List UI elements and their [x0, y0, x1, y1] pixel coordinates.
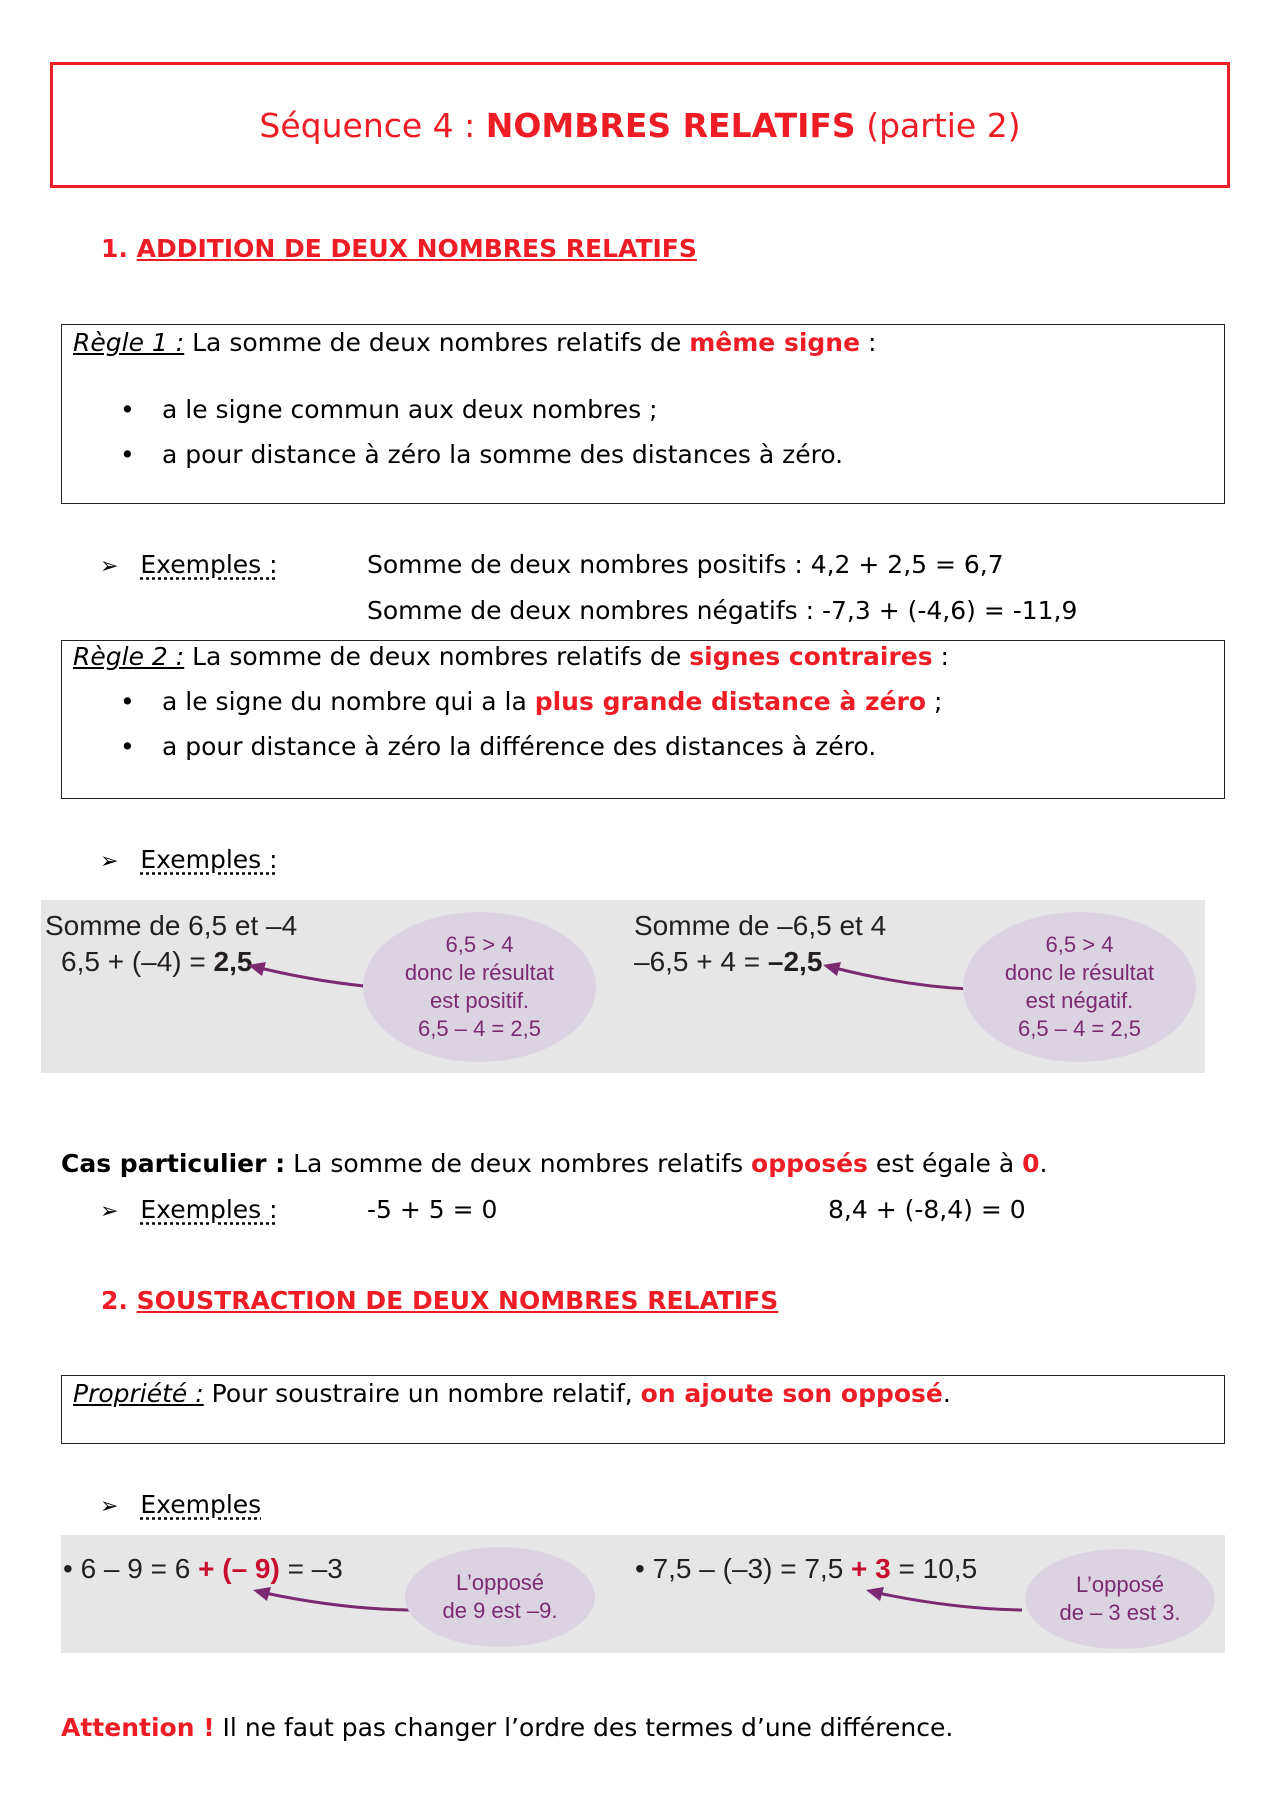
examples3-label-row: [100, 1195, 278, 1224]
bubble-line: L’opposé: [1075, 1572, 1165, 1597]
figure2-left-expr-end: = –3: [279, 1553, 343, 1584]
section1-heading: [101, 234, 697, 263]
rule1-box: [61, 324, 1225, 504]
figure2: [61, 1535, 1225, 1653]
examples3-label: Exemples :: [140, 1195, 278, 1224]
bubble-line: est positif.: [429, 988, 530, 1013]
bubble-line: 6,5 > 4: [445, 932, 514, 957]
figure1-right-title: Somme de –6,5 et 4: [634, 910, 887, 941]
examples4-label: Exemples: [140, 1490, 262, 1519]
special-end: .: [1039, 1149, 1048, 1178]
property-text: Pour soustraire un nombre relatif,: [203, 1379, 641, 1408]
rule2-label: Règle 2 :: [73, 642, 185, 671]
figure2-right-expr-start: • 7,5 – (–3) = 7,5: [635, 1553, 852, 1584]
bubble-line: donc le résultat: [404, 960, 555, 985]
figure1-left-result: 2,5: [213, 946, 253, 977]
figure2-right-arrow-icon: [864, 1583, 1024, 1615]
rule2-bullet1-end: ;: [926, 687, 943, 716]
arrow-bullet-icon: ➢: [100, 1199, 119, 1224]
figure1-right-bubble: [963, 912, 1196, 1062]
arrow-bullet-icon: ➢: [100, 1494, 119, 1519]
examples1-label-row: [100, 550, 278, 579]
bullet-dot-icon: •: [120, 395, 135, 424]
examples2-label: Exemples :: [140, 845, 278, 874]
section1-title: ADDITION DE DEUX NOMBRES RELATIFS: [136, 234, 697, 263]
section1-number: 1.: [101, 234, 137, 263]
figure1-left-bubble: [363, 912, 596, 1062]
bubble-line: 6,5 – 4 = 2,5: [1018, 1016, 1141, 1041]
examples3-ex1: -5 + 5 = 0: [367, 1195, 498, 1224]
figure1-right-expr-text: –6,5 + 4 =: [634, 946, 768, 977]
figure1-right-result: –2,5: [767, 946, 823, 977]
property-statement: [73, 1379, 951, 1408]
bullet-dot-icon: •: [120, 732, 135, 761]
bullet-dot-icon: •: [120, 440, 135, 469]
special-text: La somme de deux nombres relatifs: [285, 1149, 752, 1178]
special-highlight: opposés: [751, 1149, 868, 1178]
rule1-end: :: [860, 328, 877, 357]
rule1-label: Règle 1 :: [73, 328, 185, 357]
figure2-left-expr-start: • 6 – 9 = 6: [63, 1553, 199, 1584]
examples2-label-row: [100, 845, 278, 874]
rule2-bullet1-highlight: plus grande distance à zéro: [534, 687, 927, 716]
bullet-dot-icon: •: [120, 687, 135, 716]
figure2-left-expr: [63, 1553, 343, 1585]
examples1-line-1: Somme de deux nombres positifs : 4,2 + 2,5 = 6,7: [367, 550, 1004, 579]
bubble-line: 6,5 – 4 = 2,5: [418, 1016, 541, 1041]
figure1-left-expr: [61, 946, 252, 978]
figure2-right-expr: [635, 1553, 977, 1585]
attention: [61, 1713, 953, 1742]
rule1-text: La somme de deux nombres relatifs de: [184, 328, 690, 357]
bubble-line: de – 3 est 3.: [1059, 1600, 1181, 1625]
rule2-text: La somme de deux nombres relatifs de: [184, 642, 690, 671]
figure1-left-expr-text: 6,5 + (–4) =: [61, 946, 214, 977]
rule2-highlight: signes contraires: [689, 642, 933, 671]
special-text2: est égale à: [867, 1149, 1023, 1178]
bubble-line: 6,5 > 4: [1045, 932, 1114, 957]
rule1-bullet-text: a pour distance à zéro la somme des distances à zéro.: [162, 440, 844, 469]
title-suffix: (partie 2): [855, 105, 1021, 145]
property-end: .: [942, 1379, 951, 1408]
attention-label: Attention !: [61, 1713, 215, 1742]
title-box: [50, 62, 1230, 188]
figure2-left-expr-red: + (– 9): [198, 1553, 280, 1584]
figure2-right-bubble: [1025, 1549, 1215, 1649]
property-box: [61, 1375, 1225, 1444]
rule2-end: :: [932, 642, 949, 671]
bubble-line: L’opposé: [455, 1570, 545, 1595]
rule2-box: [61, 640, 1225, 799]
figure1: [41, 900, 1205, 1073]
attention-text: Il ne faut pas changer l’ordre des termes d’une différence.: [214, 1713, 954, 1742]
figure1-left-title: Somme de 6,5 et –4: [45, 910, 298, 941]
section2-number: 2.: [101, 1286, 137, 1315]
title-prefix: Séquence 4 :: [259, 105, 486, 145]
title-main: NOMBRES RELATIFS: [485, 105, 856, 145]
special-label: Cas particulier :: [61, 1149, 286, 1178]
rule2-bullet1-text: a le signe du nombre qui a la: [162, 687, 535, 716]
figure2-left-arrow-icon: [251, 1583, 411, 1615]
figure1-right-arrow-icon: [821, 956, 971, 996]
property-highlight: on ajoute son opposé: [640, 1379, 943, 1408]
section2-title: SOUSTRACTION DE DEUX NOMBRES RELATIFS: [136, 1286, 779, 1315]
section2-heading: [101, 1286, 778, 1315]
examples3-ex2: 8,4 + (-8,4) = 0: [828, 1195, 1026, 1224]
figure2-right-expr-red: + 3: [851, 1553, 891, 1584]
bubble-line: donc le résultat: [1004, 960, 1155, 985]
examples4-label-row: [100, 1490, 261, 1519]
bubble-line: est négatif.: [1025, 988, 1134, 1013]
rule1-highlight: même signe: [689, 328, 861, 357]
property-label: Propriété :: [73, 1379, 204, 1408]
rule1-statement: [73, 328, 876, 357]
figure2-left-bubble: [405, 1547, 595, 1647]
figure2-right-expr-end: = 10,5: [890, 1553, 978, 1584]
rule2-statement: [73, 642, 949, 671]
rule1-bullet-text: a le signe commun aux deux nombres ;: [162, 395, 658, 424]
rule2-bullet-2-text: a pour distance à zéro la différence des distances à zéro.: [162, 732, 877, 761]
bubble-line: de 9 est –9.: [442, 1598, 558, 1623]
special-zero: 0: [1022, 1149, 1040, 1178]
arrow-bullet-icon: ➢: [100, 554, 119, 579]
rule2-bullet-1-text: [162, 687, 942, 716]
examples1-label: Exemples :: [140, 550, 278, 579]
examples1-line-2: Somme de deux nombres négatifs : -7,3 + (-4,6) = -11,9: [367, 596, 1078, 625]
figure1-right-expr: [634, 946, 822, 978]
arrow-bullet-icon: ➢: [100, 849, 119, 874]
special-case: [61, 1149, 1047, 1178]
